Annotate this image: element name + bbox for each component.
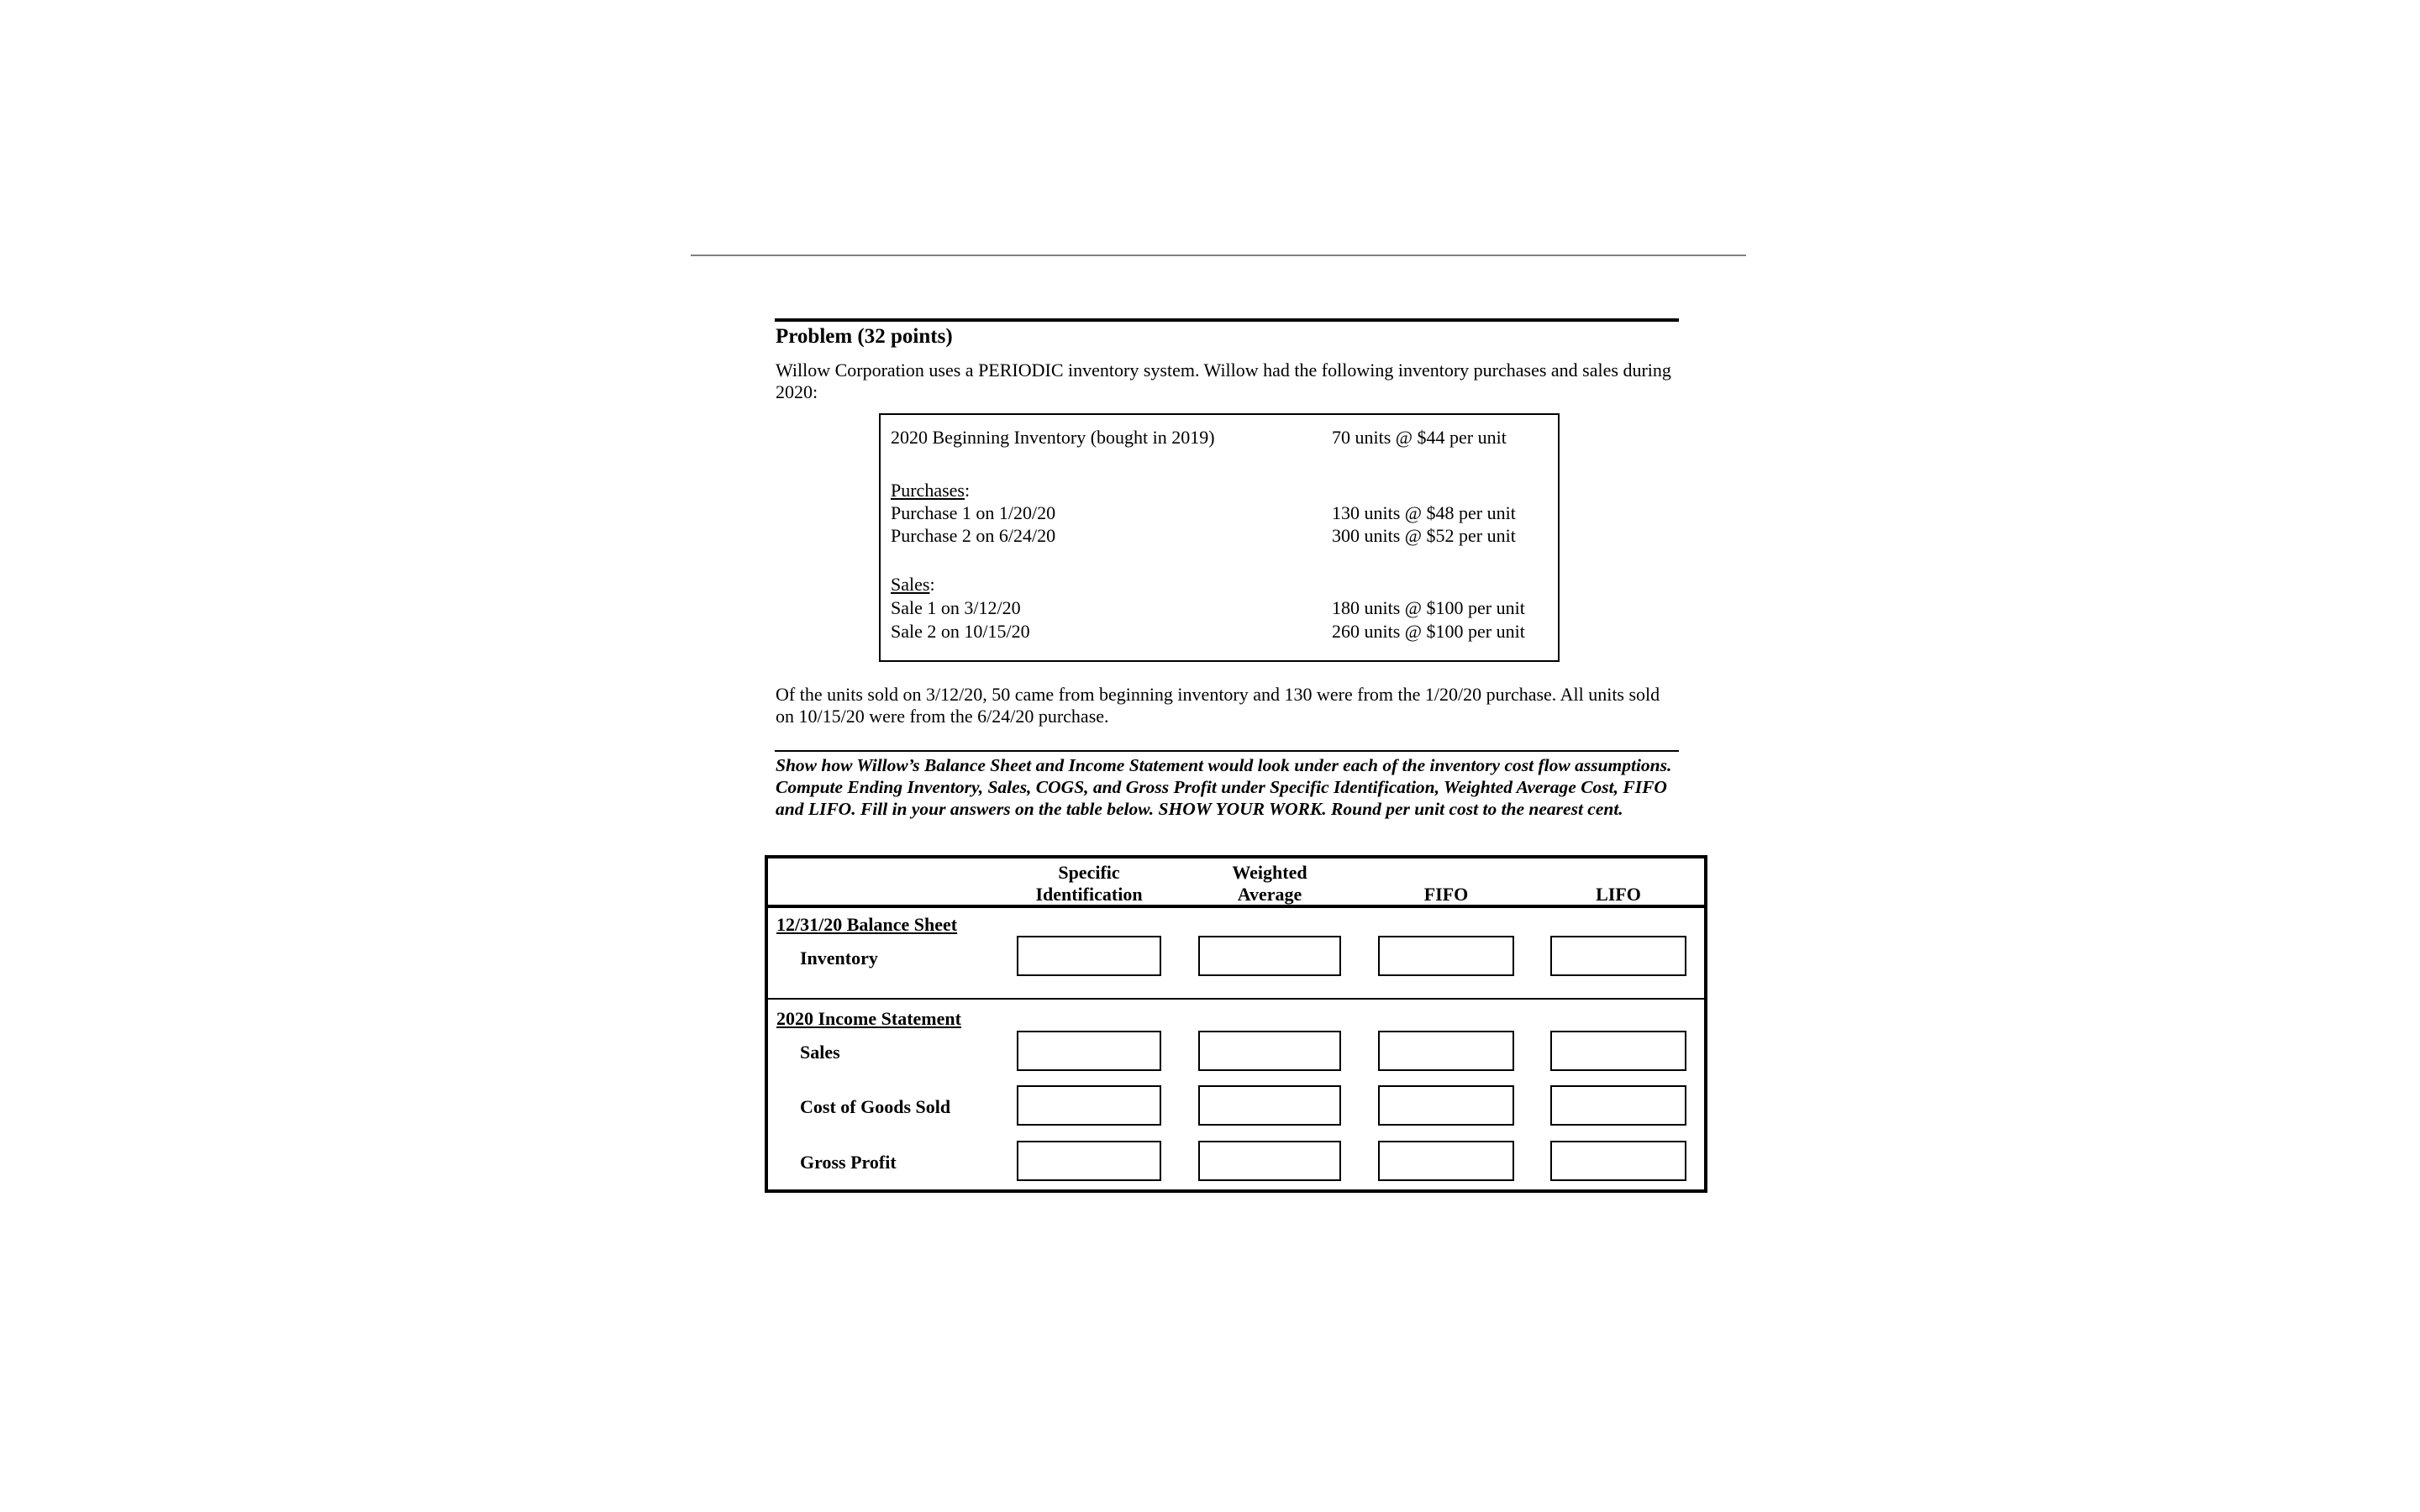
sales-weighted-average-input[interactable] xyxy=(1198,1031,1341,1071)
section-divider xyxy=(768,998,1704,1000)
sale-1-label: Sale 1 on 3/12/20 xyxy=(891,597,1021,618)
column-header-line2: Identification xyxy=(1035,884,1143,905)
purchases-heading: Purchases: xyxy=(891,480,971,501)
column-header-lifo: LIFO xyxy=(1596,884,1641,905)
gross-profit-lifo-input[interactable] xyxy=(1550,1141,1686,1181)
sale-1-value: 180 units @ $100 per unit xyxy=(1332,597,1525,618)
sale-2-label: Sale 2 on 10/15/20 xyxy=(891,621,1030,642)
sales-heading-text: Sales xyxy=(891,574,930,595)
inventory-data-box xyxy=(879,413,1560,662)
instructions-divider xyxy=(775,750,1679,752)
purchase-1-label: Purchase 1 on 1/20/20 xyxy=(891,502,1056,523)
cogs-fifo-input[interactable] xyxy=(1378,1085,1514,1126)
answer-table xyxy=(765,855,1707,1193)
problem-divider xyxy=(775,318,1679,322)
column-header-fifo: FIFO xyxy=(1423,884,1469,905)
column-header-line1: Specific xyxy=(1058,862,1120,883)
row-label-cogs: Cost of Goods Sold xyxy=(800,1096,951,1117)
purchase-2-value: 300 units @ $52 per unit xyxy=(1332,525,1516,546)
sales-lifo-input[interactable] xyxy=(1550,1031,1686,1071)
purchase-1-value: 130 units @ $48 per unit xyxy=(1332,502,1516,523)
sales-heading: Sales: xyxy=(891,574,935,595)
sales-source-note: Of the units sold on 3/12/20, 50 came from beginning inventory and 130 were from the 1/20/20 purchase. All units sold on 10/15/20 were from the 6/24/20 purchase. xyxy=(776,684,1660,727)
inventory-weighted-average-input[interactable] xyxy=(1198,936,1341,976)
beginning-inventory-label: 2020 Beginning Inventory (bought in 2019) xyxy=(891,427,1215,448)
sales-fifo-input[interactable] xyxy=(1378,1031,1514,1071)
gross-profit-weighted-average-input[interactable] xyxy=(1198,1141,1341,1181)
inventory-specific-identification-input[interactable] xyxy=(1017,936,1161,976)
row-label-inventory: Inventory xyxy=(800,948,878,969)
column-header-specific-identification xyxy=(1017,862,1161,906)
inventory-fifo-input[interactable] xyxy=(1378,936,1514,976)
problem-intro: Willow Corporation uses a PERIODIC inventory system. Willow had the following inventory purchases and sales during 2020: xyxy=(776,360,1671,402)
income-statement-title: 2020 Income Statement xyxy=(776,1008,961,1029)
column-header-line1: Weighted xyxy=(1232,862,1307,883)
cogs-specific-identification-input[interactable] xyxy=(1017,1085,1161,1126)
gross-profit-fifo-input[interactable] xyxy=(1378,1141,1514,1181)
sale-2-value: 260 units @ $100 per unit xyxy=(1332,621,1525,642)
cogs-weighted-average-input[interactable] xyxy=(1198,1085,1341,1126)
cogs-lifo-input[interactable] xyxy=(1550,1085,1686,1126)
purchases-heading-text: Purchases xyxy=(891,480,965,501)
row-label-gross-profit: Gross Profit xyxy=(800,1152,897,1173)
column-header-line2: Average xyxy=(1237,884,1302,905)
gross-profit-specific-identification-input[interactable] xyxy=(1017,1141,1161,1181)
inventory-lifo-input[interactable] xyxy=(1550,936,1686,976)
header-divider xyxy=(768,905,1704,908)
balance-sheet-title: 12/31/20 Balance Sheet xyxy=(776,914,958,935)
sales-specific-identification-input[interactable] xyxy=(1017,1031,1161,1071)
page-top-divider xyxy=(691,255,1746,256)
problem-title: Problem (32 points) xyxy=(776,325,953,348)
instructions-text: Show how Willow’s Balance Sheet and Income Statement would look under each of the inventory cost flow assumptions. Compute Ending Inventory, Sales, COGS, and Gross Profit under Specific Identification, Weighted Average Cost, FIFO and LIFO. Fill in your answers on the table below. SHOW YOUR WORK. Round per unit cost to the nearest cent. xyxy=(776,755,1672,819)
purchase-2-label: Purchase 2 on 6/24/20 xyxy=(891,525,1056,546)
row-label-sales: Sales xyxy=(800,1042,840,1063)
column-header-weighted-average xyxy=(1198,862,1341,906)
beginning-inventory-value: 70 units @ $44 per unit xyxy=(1332,427,1507,448)
